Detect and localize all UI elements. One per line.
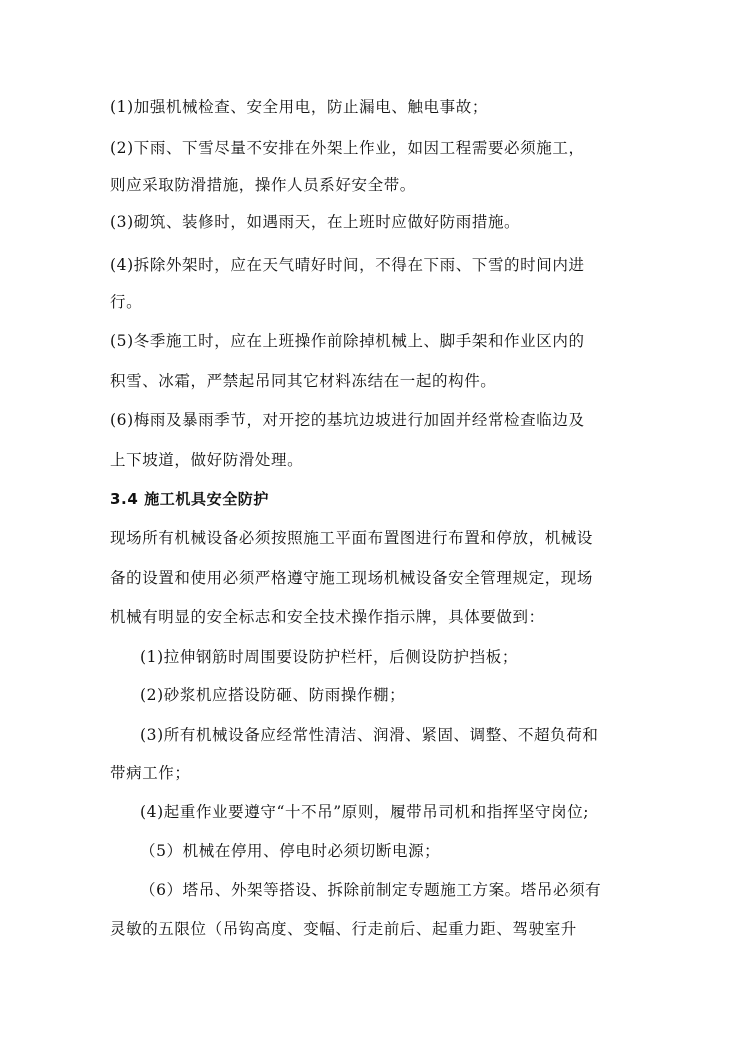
paragraph-line: (3)砌筑、装修时，如遇雨天，在上班时应做好防雨措施。	[110, 213, 521, 231]
list-item: （6）塔吊、外架等搭设、拆除前制定专题施工方案。塔吊必须有	[140, 881, 602, 899]
paragraph-line: (5)冬季施工时，应在上班操作前除掉机械上、脚手架和作业区内的	[110, 332, 585, 350]
paragraph-line: (4)拆除外架时，应在天气晴好时间，不得在下雨、下雪的时间内进	[110, 256, 585, 274]
paragraph-line: 备的设置和使用必须严格遵守施工现场机械设备安全管理规定，现场	[110, 569, 594, 587]
paragraph-line: (6)梅雨及暴雨季节，对开挖的基坑边坡进行加固并经常检查临边及	[110, 411, 585, 429]
list-item: (3)所有机械设备应经常性清洁、润滑、紧固、调整、不超负荷和	[140, 726, 599, 744]
list-item: (1)拉伸钢筋时周围要设防护栏杆，后侧设防护挡板；	[140, 648, 518, 666]
paragraph-line: (2)下雨、下雪尽量不安排在外架上作业，如因工程需要必须施工，	[110, 139, 585, 157]
section-heading: 3.4 施工机具安全防护	[110, 490, 269, 508]
paragraph-line: 现场所有机械设备必须按照施工平面布置图进行布置和停放，机械设	[110, 529, 594, 547]
list-item: (2)砂浆机应搭设防砸、防雨操作棚；	[140, 686, 406, 704]
paragraph-line: (1)加强机械检查、安全用电，防止漏电、触电事故；	[110, 98, 488, 116]
paragraph-line: 机械有明显的安全标志和安全技术操作指示牌，具体要做到：	[110, 608, 545, 626]
list-item: (4)起重作业要遵守“十不吊”原则，履带吊司机和指挥坚守岗位;	[140, 803, 590, 821]
paragraph-line: 积雪、冰霜，严禁起吊同其它材料冻结在一起的构件。	[110, 372, 497, 390]
paragraph-line: 带病工作；	[110, 764, 191, 782]
list-item: （5）机械在停用、停电时必须切断电源；	[140, 842, 441, 860]
paragraph-line: 上下坡道，做好防滑处理。	[110, 451, 304, 469]
paragraph-line: 则应采取防滑措施，操作人员系好安全带。	[110, 176, 416, 194]
paragraph-line: 行。	[110, 293, 143, 311]
paragraph-line: 灵敏的五限位（吊钩高度、变幅、行走前后、起重力距、驾驶室升	[110, 920, 577, 938]
